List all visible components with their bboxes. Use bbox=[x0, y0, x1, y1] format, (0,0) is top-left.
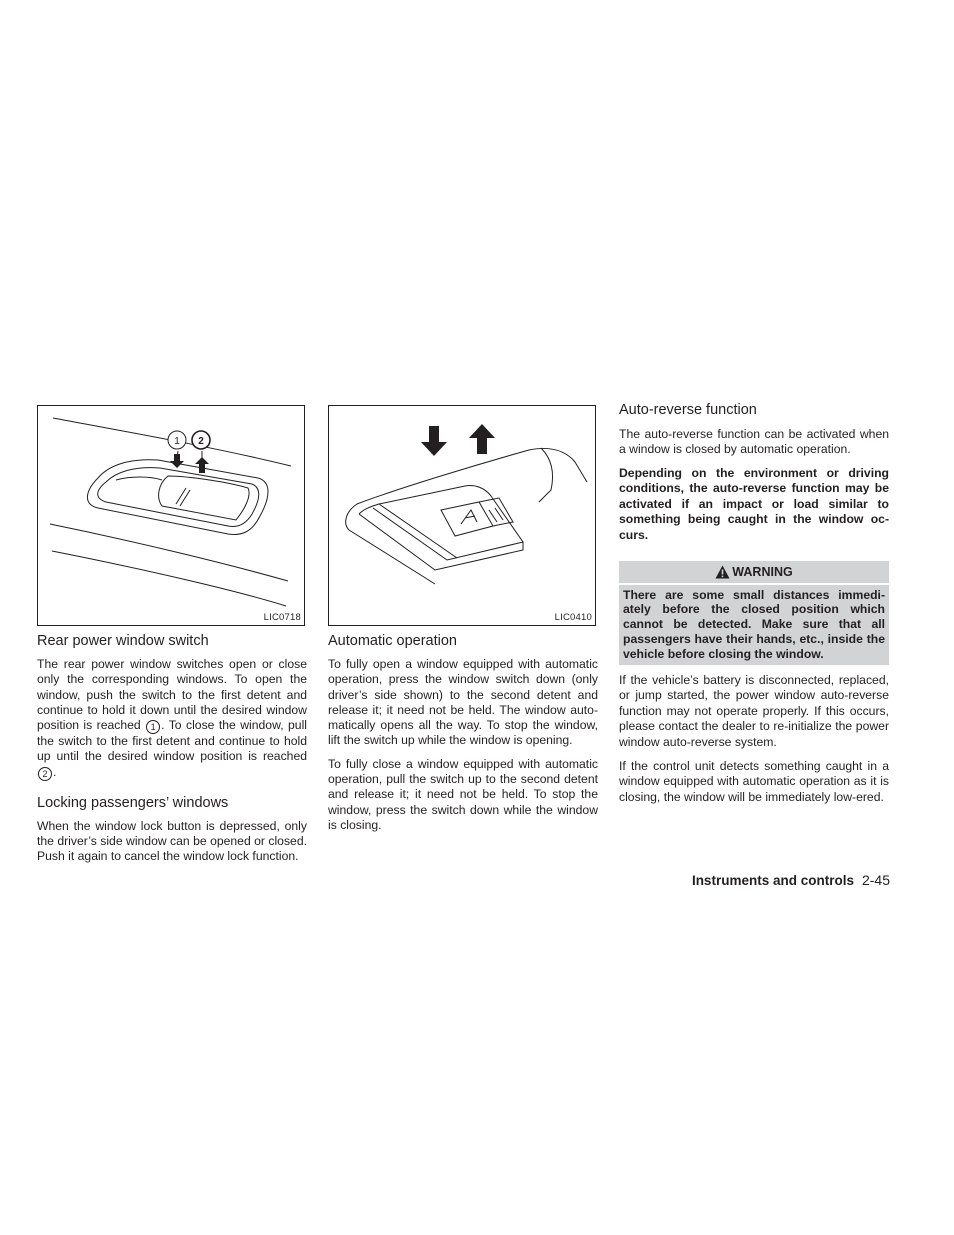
callout-1-label: 1 bbox=[174, 436, 180, 447]
auto-reverse-paragraph-2: If the vehicle’s battery is disconnected, replaced, or jump started, the power window auto-reverse function may not operate properly. If this occurs, please contact the dealer to re-initialize the power window auto-reverse system. bbox=[619, 672, 889, 749]
figure-code: LIC0410 bbox=[554, 612, 592, 623]
auto-reverse-bold-paragraph: Depending on the environment or driving conditions, the auto-reverse function may be activated if an impact or load similar to something being caught in the window oc-curs. bbox=[619, 465, 889, 542]
warning-triangle-icon bbox=[715, 565, 730, 579]
heading-rear-power-window-switch: Rear power window switch bbox=[37, 633, 209, 649]
figure-code: LIC0718 bbox=[263, 612, 301, 623]
rear-text-c: . bbox=[53, 764, 57, 779]
locking-paragraph: When the window lock button is depressed, only the driver’s side window can be opened or closed. Push it again to cancel the window lock function. bbox=[37, 818, 307, 864]
auto-reverse-paragraph-3: If the control unit detects something caught in a window equipped with automatic operation as it is closing, the window will be immediately low-ered. bbox=[619, 758, 889, 804]
rear-text-a: The rear power window switches open or close only the corresponding windows. To open the window, push the switch to the first detent and continue to hold it down until the desired window position is reached bbox=[37, 657, 307, 733]
warning-box bbox=[619, 561, 889, 665]
rear-window-switch-figure bbox=[37, 405, 305, 626]
heading-automatic-operation: Automatic operation bbox=[328, 633, 457, 649]
page-footer bbox=[692, 872, 890, 888]
heading-locking-passengers-windows: Locking passengers’ windows bbox=[37, 794, 229, 811]
automatic-paragraph-2: To fully close a window equipped with automatic operation, pull the switch up to the second detent and release it; it need not be held. To stop the window, press the switch down while the window is closing. bbox=[328, 756, 598, 832]
rear-power-window-paragraph bbox=[37, 657, 307, 781]
automatic-paragraph-1: To fully open a window equipped with automatic operation, press the window switch down (only driver’s side shown) to the second detent and release it; it need not be held. The window auto-matically opens all the way. To stop the window, lift the switch up while the window is opening. bbox=[328, 657, 598, 748]
warning-body bbox=[619, 585, 889, 665]
auto-reverse-paragraph-1: The auto-reverse function can be activated when a window is closed by automatic operation. bbox=[619, 427, 889, 457]
marker-2: 2 bbox=[38, 767, 52, 781]
footer-section-title: Instruments and controls bbox=[691, 873, 854, 888]
automatic-switch-figure bbox=[328, 405, 596, 626]
column-2 bbox=[328, 405, 598, 833]
column-1 bbox=[37, 405, 307, 865]
heading-auto-reverse-function: Auto-reverse function bbox=[619, 402, 757, 418]
warning-text: There are some small distances immedi-ately before the closed position which cannot be detected. Make sure that all passengers have their hands, etc., inside the vehicle before closing the window. bbox=[623, 587, 885, 661]
warning-header bbox=[619, 561, 889, 585]
rear-window-switch-illustration bbox=[38, 406, 306, 627]
warning-title: WARNING bbox=[732, 564, 793, 579]
automatic-switch-illustration bbox=[329, 406, 597, 627]
column-3 bbox=[619, 401, 889, 805]
rear-text-b: . To close the window, pull the switch to the first detent and continue to hold up until the desired window position is reached bbox=[37, 718, 307, 764]
callout-2-label: 2 bbox=[198, 436, 204, 447]
footer-page-number: 2-45 bbox=[861, 872, 890, 888]
marker-1: 1 bbox=[146, 720, 160, 734]
